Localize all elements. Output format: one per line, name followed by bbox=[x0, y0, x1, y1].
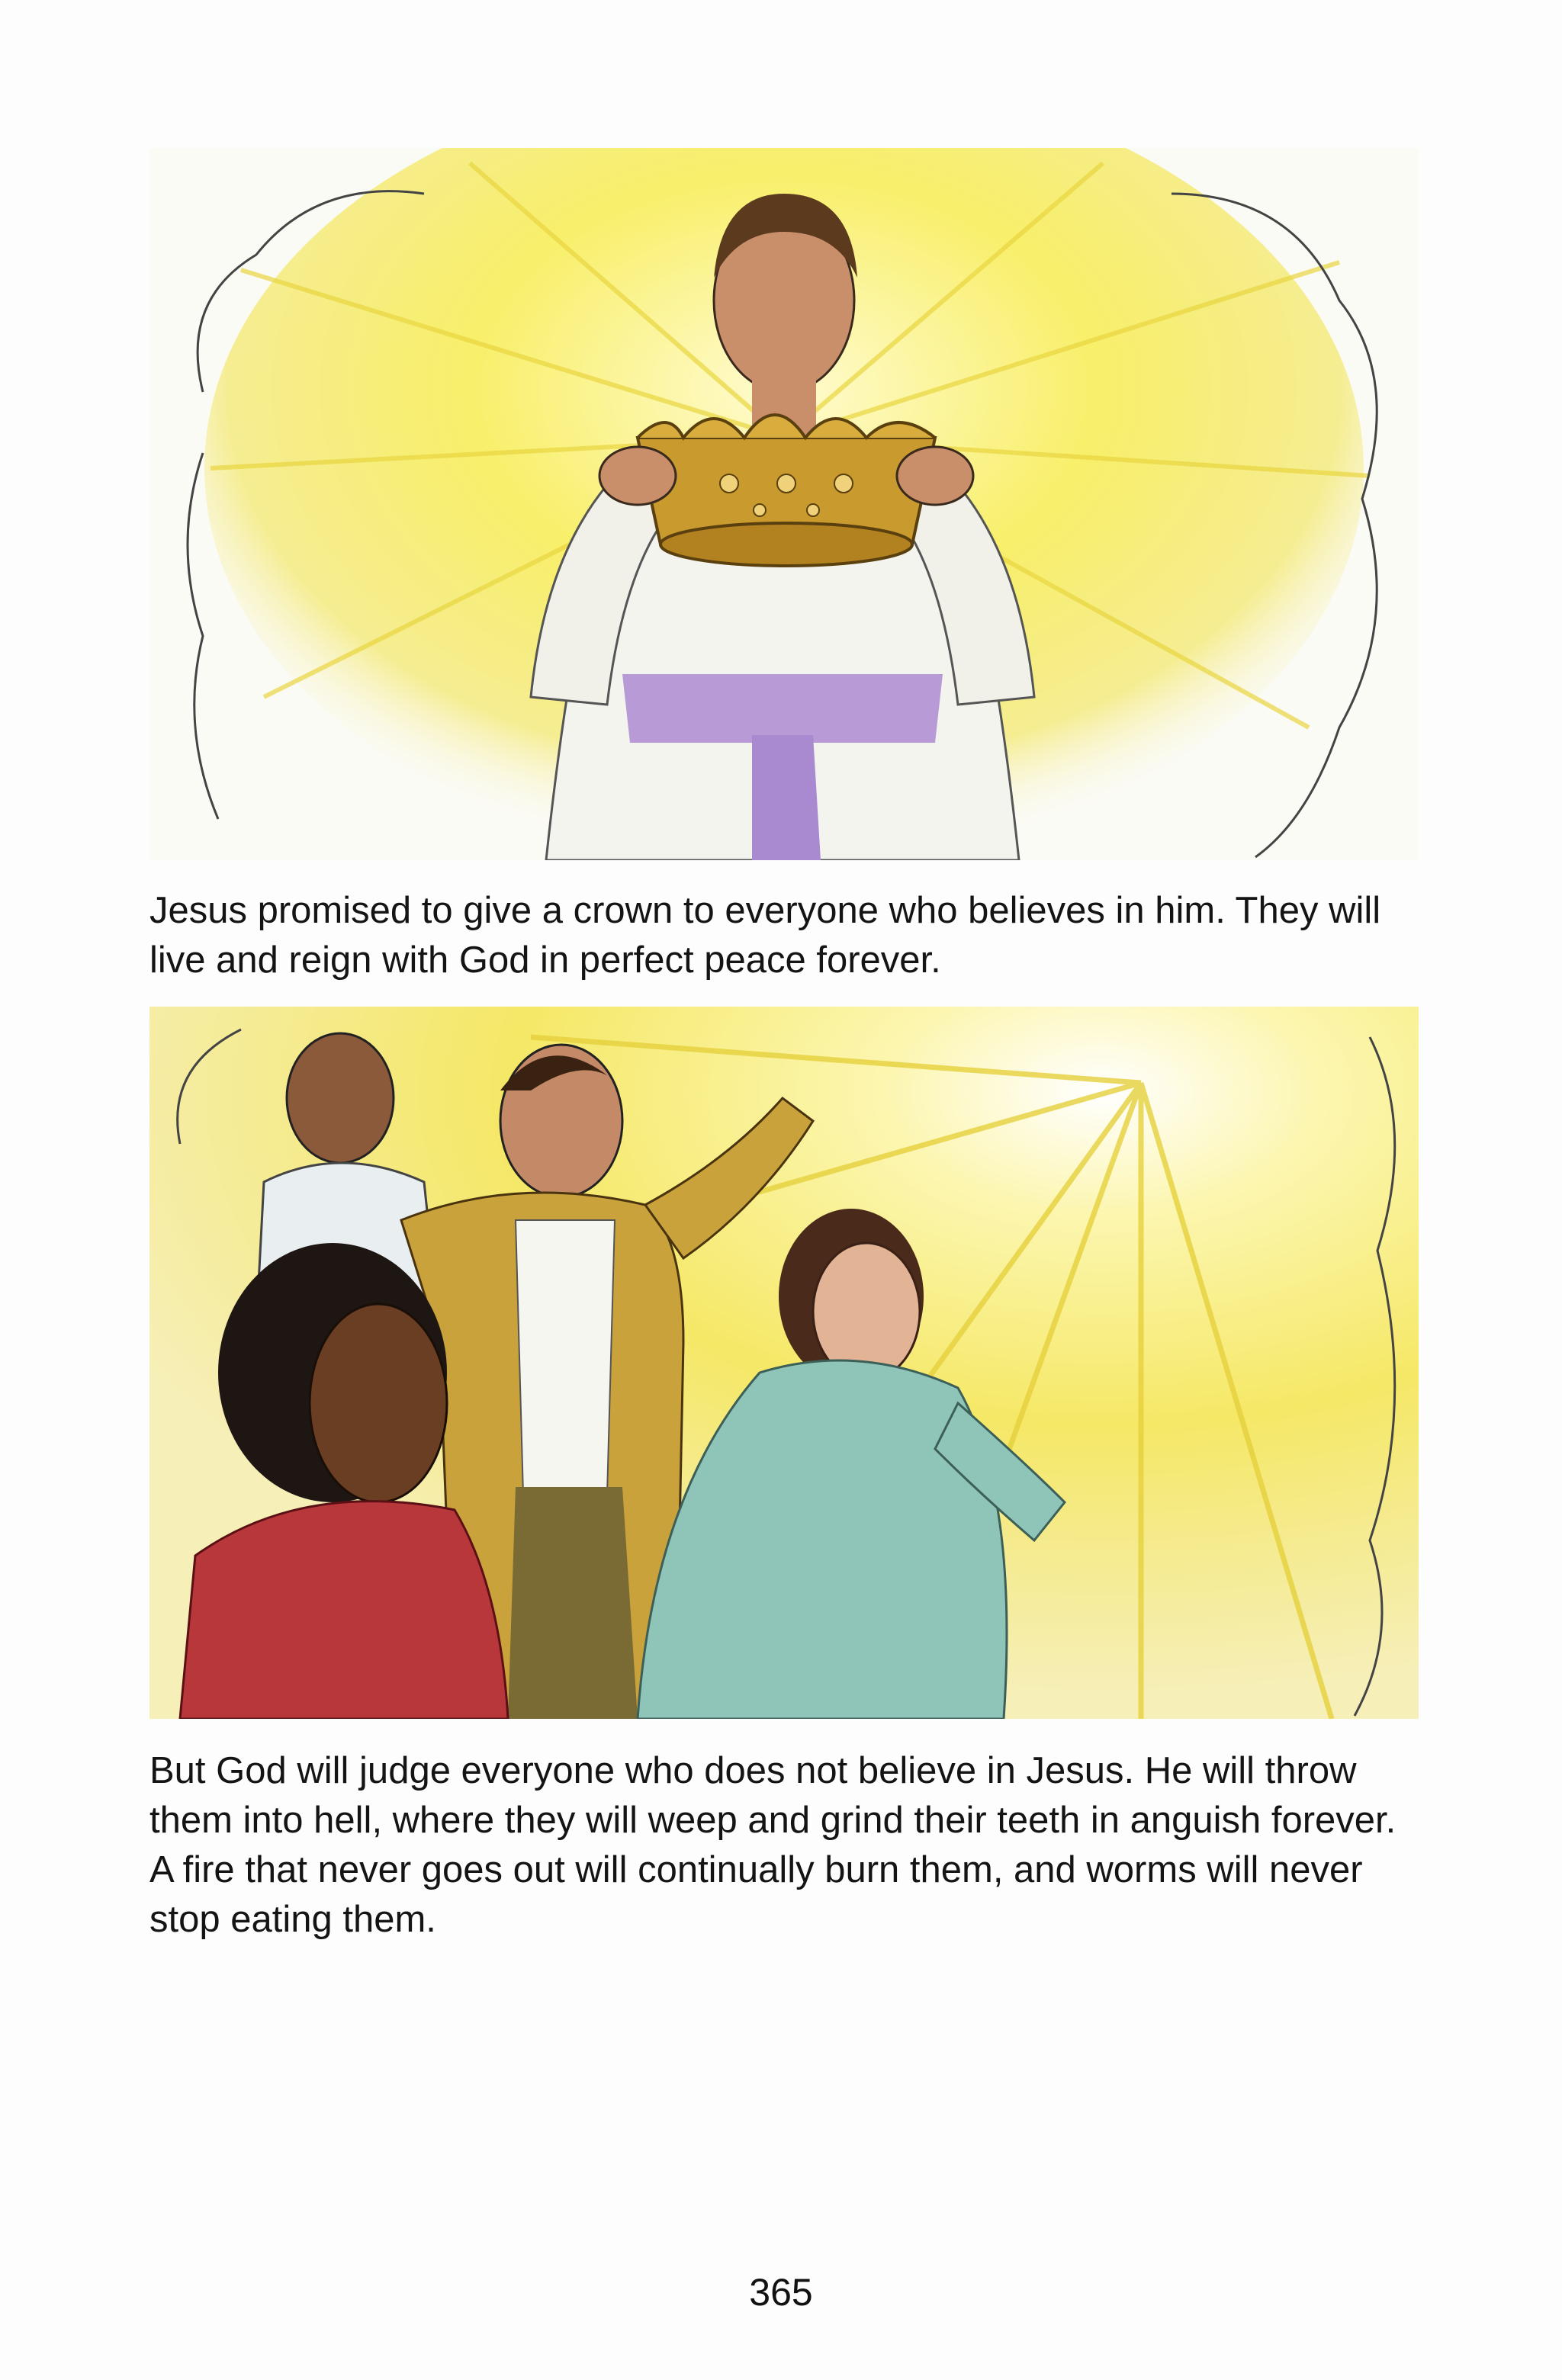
judgment-illustration bbox=[149, 1007, 1419, 1719]
people-hiding-from-light-icon bbox=[149, 1007, 1419, 1719]
crown-illustration bbox=[149, 148, 1419, 860]
caption-crown-promise: Jesus promised to give a crown to everyone who believes in him. They will live and reign with God in perfect peace forever. bbox=[149, 890, 1381, 981]
page-number: 365 bbox=[749, 2271, 813, 2314]
caption-judgment: But God will judge everyone who does not believe in Jesus. He will throw them into hell, where they will weep and grind their teeth in anguish forever. A fire that never goes out will continually burn them, and worms will never stop eating them. bbox=[149, 1750, 1396, 1940]
jesus-holding-crown-icon bbox=[149, 148, 1419, 860]
